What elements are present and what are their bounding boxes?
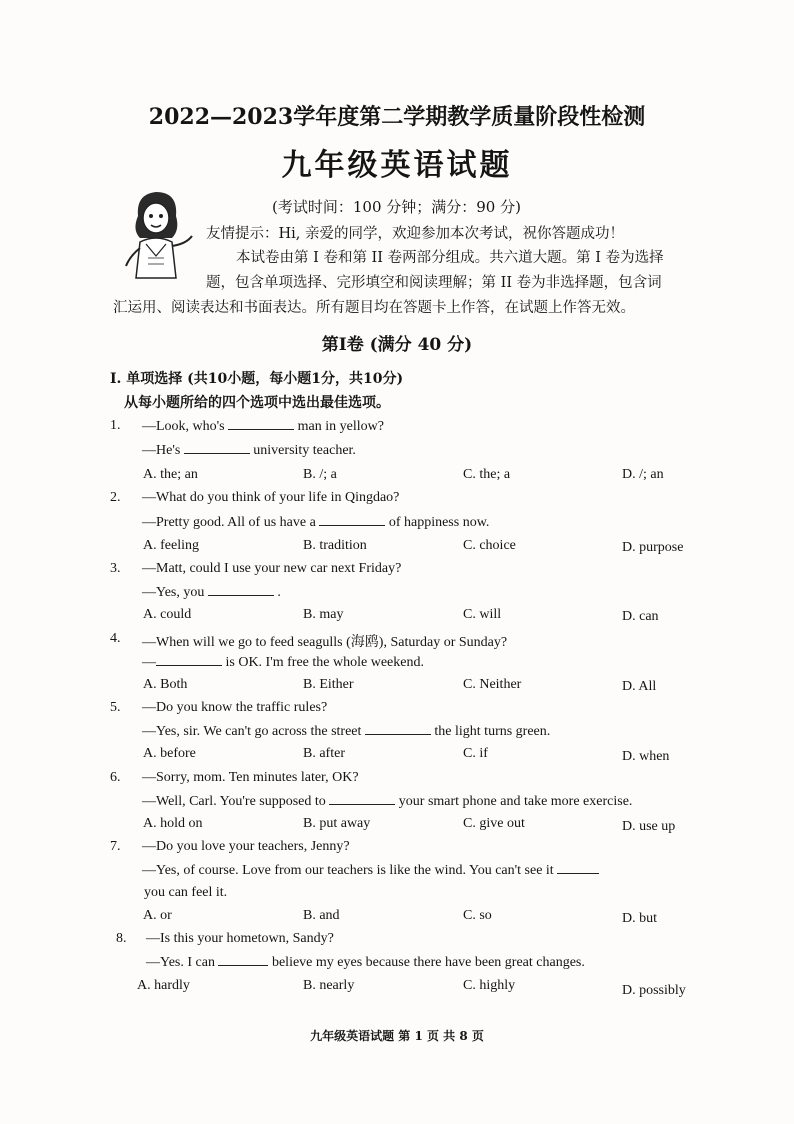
- answer-blank: [329, 793, 395, 805]
- option-d: D. when: [622, 749, 670, 764]
- question-text: .: [277, 585, 281, 600]
- answer-blank: [228, 418, 294, 430]
- question-text: —Yes, of course. Love from our teachers is like the wind. You can't see it: [142, 863, 554, 878]
- question-line: [142, 442, 356, 459]
- question-number: 8.: [116, 931, 127, 946]
- option-b: B. may: [303, 607, 344, 622]
- option-a: A. the; an: [143, 467, 198, 482]
- question-line: —What do you think of your life in Qingdao?: [142, 490, 400, 505]
- question-text: believe my eyes because there have been great changes.: [271, 955, 585, 970]
- question-number: 6.: [110, 770, 121, 785]
- question-text: the light turns green.: [434, 724, 551, 739]
- answer-blank: [208, 584, 274, 596]
- option-a: A. Both: [143, 677, 188, 692]
- option-b: B. nearly: [303, 978, 355, 993]
- answer-blank: [365, 723, 431, 735]
- question-number: 1.: [110, 418, 121, 433]
- option-a: A. before: [143, 746, 196, 761]
- page-footer: 九年级英语试题 第 1 页 共 8 页: [310, 1029, 484, 1043]
- question-text: is OK. I'm free the whole weekend.: [225, 655, 424, 670]
- question-text: —He's: [142, 443, 181, 458]
- question-line: you can feel it.: [144, 885, 228, 900]
- question-line: [142, 723, 550, 740]
- question-text: —Look, who's: [142, 419, 225, 434]
- option-d: D. purpose: [622, 540, 684, 555]
- option-a: A. could: [143, 607, 192, 622]
- option-c: C. the; a: [463, 467, 511, 482]
- question-line: [142, 654, 424, 671]
- answer-blank: [557, 862, 599, 874]
- option-a: A. hold on: [143, 816, 203, 831]
- question-line: [146, 954, 585, 971]
- question-line: —Do you love your teachers, Jenny?: [142, 839, 350, 854]
- option-b: B. tradition: [303, 538, 367, 553]
- option-d: D. can: [622, 609, 659, 624]
- intro-para-start: 本试卷由第 I 卷和第 II 卷两部分组成。共六道大题。第 I 卷为选择: [236, 250, 664, 266]
- option-c: C. highly: [463, 978, 516, 993]
- exam-title: 2022—2023学年度第二学期教学质量阶段性检测: [148, 104, 646, 130]
- answer-blank: [319, 514, 385, 526]
- answer-blank: [156, 654, 222, 666]
- option-a: A. hardly: [137, 978, 190, 993]
- question-line: —When will we go to feed seagulls (海鸥), Saturday or Sunday?: [142, 635, 508, 650]
- section-instruction: 从每小题所给的四个选项中选出最佳选项。: [124, 395, 390, 411]
- section-title: Ⅰ. 单项选择 (共10小题，每小题1分，共10分): [110, 371, 404, 387]
- option-c: C. give out: [463, 816, 525, 831]
- question-line: [142, 514, 489, 531]
- option-d: D. use up: [622, 819, 676, 834]
- intro-para-cont: [113, 271, 758, 321]
- question-number: 4.: [110, 631, 121, 646]
- question-text: your smart phone and take more exercise.: [398, 794, 633, 809]
- option-b: B. put away: [303, 816, 371, 831]
- question-line: —Sorry, mom. Ten minutes later, OK?: [142, 770, 359, 785]
- answer-blank: [184, 442, 250, 454]
- question-text: —: [142, 655, 156, 670]
- question-number: 3.: [110, 561, 121, 576]
- intro-line-3: 汇运用、阅读表达和书面表达。所有题目均在答题卡上作答，在试题上作答无效。: [113, 300, 635, 316]
- option-b: B. and: [303, 908, 340, 923]
- question-line: [142, 862, 599, 879]
- question-line: —Is this your hometown, Sandy?: [146, 931, 334, 946]
- option-c: C. will: [463, 607, 502, 622]
- answer-blank: [218, 954, 268, 966]
- exam-time-score: (考试时间：100 分钟；满分：90 分): [272, 198, 521, 216]
- friendly-tips: 友情提示：Hi, 亲爱的同学，欢迎参加本次考试，祝你答题成功！: [206, 226, 624, 242]
- question-line: [142, 584, 281, 601]
- question-line: —Do you know the traffic rules?: [142, 700, 328, 715]
- question-line: —Matt, could I use your new car next Friday?: [142, 561, 402, 576]
- option-b: B. after: [303, 746, 345, 761]
- question-text: university teacher.: [253, 443, 356, 458]
- option-d: D. /; an: [622, 467, 664, 482]
- option-d: D. possibly: [622, 983, 686, 998]
- question-text: —Yes. I can: [146, 955, 215, 970]
- question-text: —Well, Carl. You're supposed to: [142, 794, 326, 809]
- option-a: A. feeling: [143, 538, 199, 553]
- question-text: —Yes, sir. We can't go across the street: [142, 724, 362, 739]
- question-line: [142, 418, 384, 435]
- question-text: man in yellow?: [297, 419, 384, 434]
- exam-subtitle: 九年级英语试题: [281, 148, 513, 183]
- option-b: B. /; a: [303, 467, 337, 482]
- option-c: C. if: [463, 746, 488, 761]
- option-c: C. Neither: [463, 677, 522, 692]
- option-d: D. but: [622, 911, 657, 926]
- option-c: C. choice: [463, 538, 516, 553]
- question-number: 5.: [110, 700, 121, 715]
- option-a: A. or: [143, 908, 172, 923]
- option-c: C. so: [463, 908, 492, 923]
- question-number: 2.: [110, 490, 121, 505]
- question-line: [142, 793, 632, 810]
- question-number: 7.: [110, 839, 121, 854]
- teacher-cartoon-icon: [116, 186, 196, 282]
- question-text: —Pretty good. All of us have a: [142, 515, 316, 530]
- question-text: —Yes, you: [142, 585, 205, 600]
- intro-line-2: 题，包含单项选择、完形填空和阅读理解；第 II 卷为非选择题，包含词: [206, 275, 662, 291]
- option-b: B. Either: [303, 677, 354, 692]
- volume-title: 第Ⅰ卷 (满分 40 分): [321, 335, 473, 355]
- question-text: of happiness now.: [388, 515, 490, 530]
- option-d: D. All: [622, 679, 657, 694]
